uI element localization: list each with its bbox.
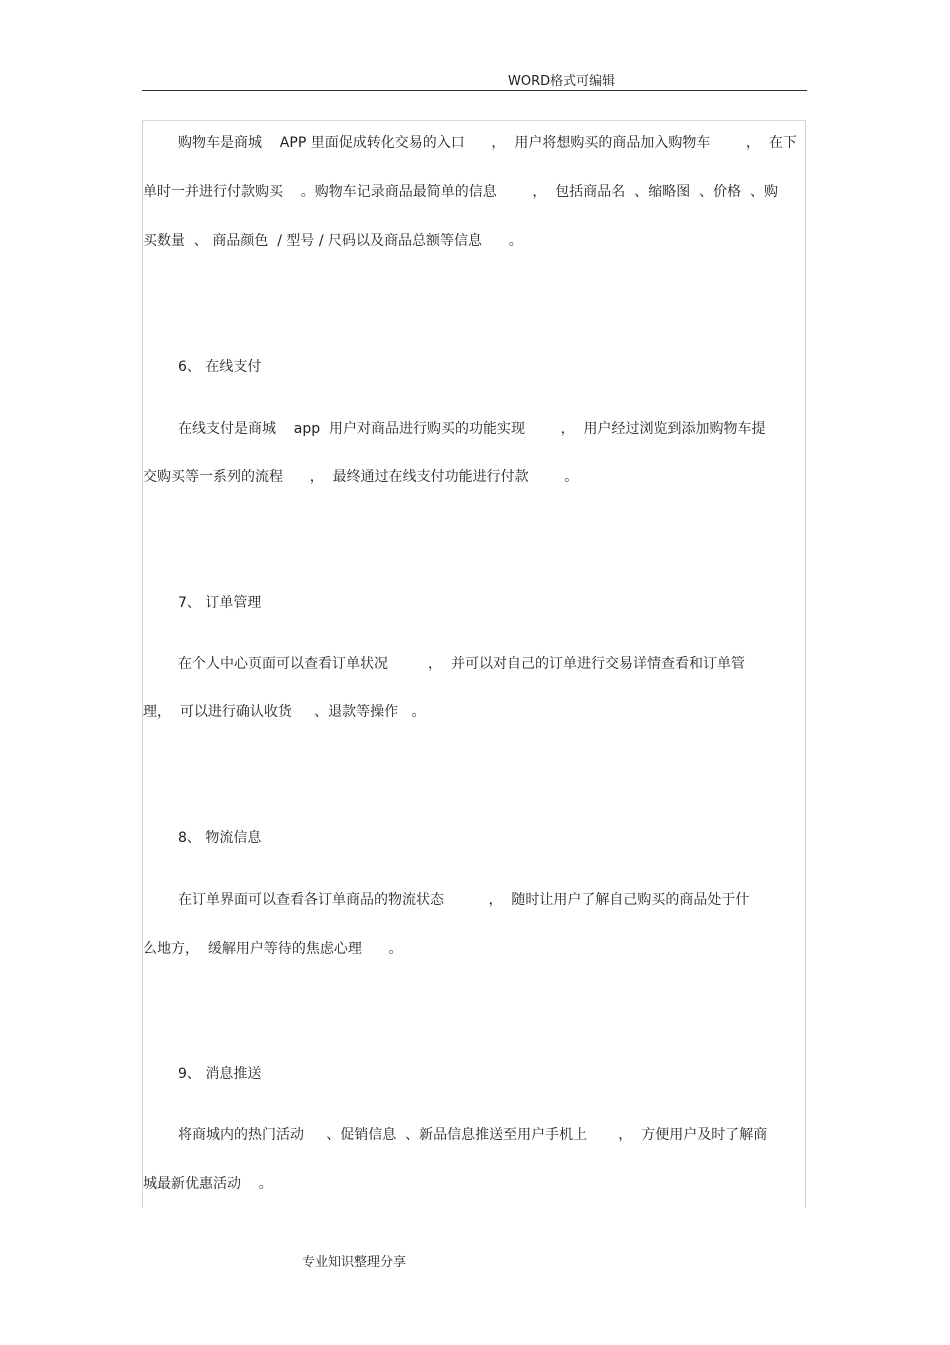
section-online-payment-line-1: 在线支付是商城 app 用户对商品进行购买的功能实现 ， 用户经过浏览到添加购物车提 — [178, 421, 766, 437]
intro-line-1: 购物车是商城 APP 里面促成转化交易的入口 ， 用户将想购买的商品加入购物车 ， 在下 — [178, 135, 797, 151]
section-push-notification-line-1: 将商城内的热门活动 、促销信息 、新品信息推送至用户手机上 ， 方便用户及时了解商 — [178, 1127, 768, 1143]
section-online-payment-line-2: 交购买等一系列的流程 ， 最终通过在线支付功能进行付款 。 — [143, 469, 579, 485]
section-order-management-line-2: 理， 可以进行确认收货 、退款等操作 。 — [143, 704, 426, 720]
section-heading-online-payment: 6、 在线支付 — [178, 359, 262, 375]
page-footer: 专业知识整理分享 — [302, 1255, 407, 1270]
section-push-notification-line-2: 城最新优惠活动 。 — [143, 1176, 273, 1192]
section-heading-logistics: 8、 物流信息 — [178, 830, 262, 846]
intro-line-2: 单时一并进行付款购买 。购物车记录商品最简单的信息 ， 包括商品名 、缩略图 、价格 、购 — [143, 184, 779, 200]
page-header — [0, 68, 950, 88]
section-order-management-line-1: 在个人中心页面可以查看订单状况 ， 并可以对自己的订单进行交易详情查看和订单管 — [178, 656, 745, 672]
section-logistics-line-1: 在订单界面可以查看各订单商品的物流状态 ， 随时让用户了解自己购买的商品处于什 — [178, 892, 750, 908]
header-title: WORD格式可编辑 — [508, 74, 616, 89]
header-divider — [142, 90, 807, 91]
section-heading-order-management: 7、 订单管理 — [178, 595, 262, 611]
section-logistics-line-2: 么地方， 缓解用户等待的焦虑心理 。 — [143, 941, 403, 957]
intro-line-3: 买数量 、 商品颜色 / 型号 / 尺码以及商品总额等信息 。 — [143, 233, 523, 249]
section-heading-push-notification: 9、 消息推送 — [178, 1066, 262, 1082]
